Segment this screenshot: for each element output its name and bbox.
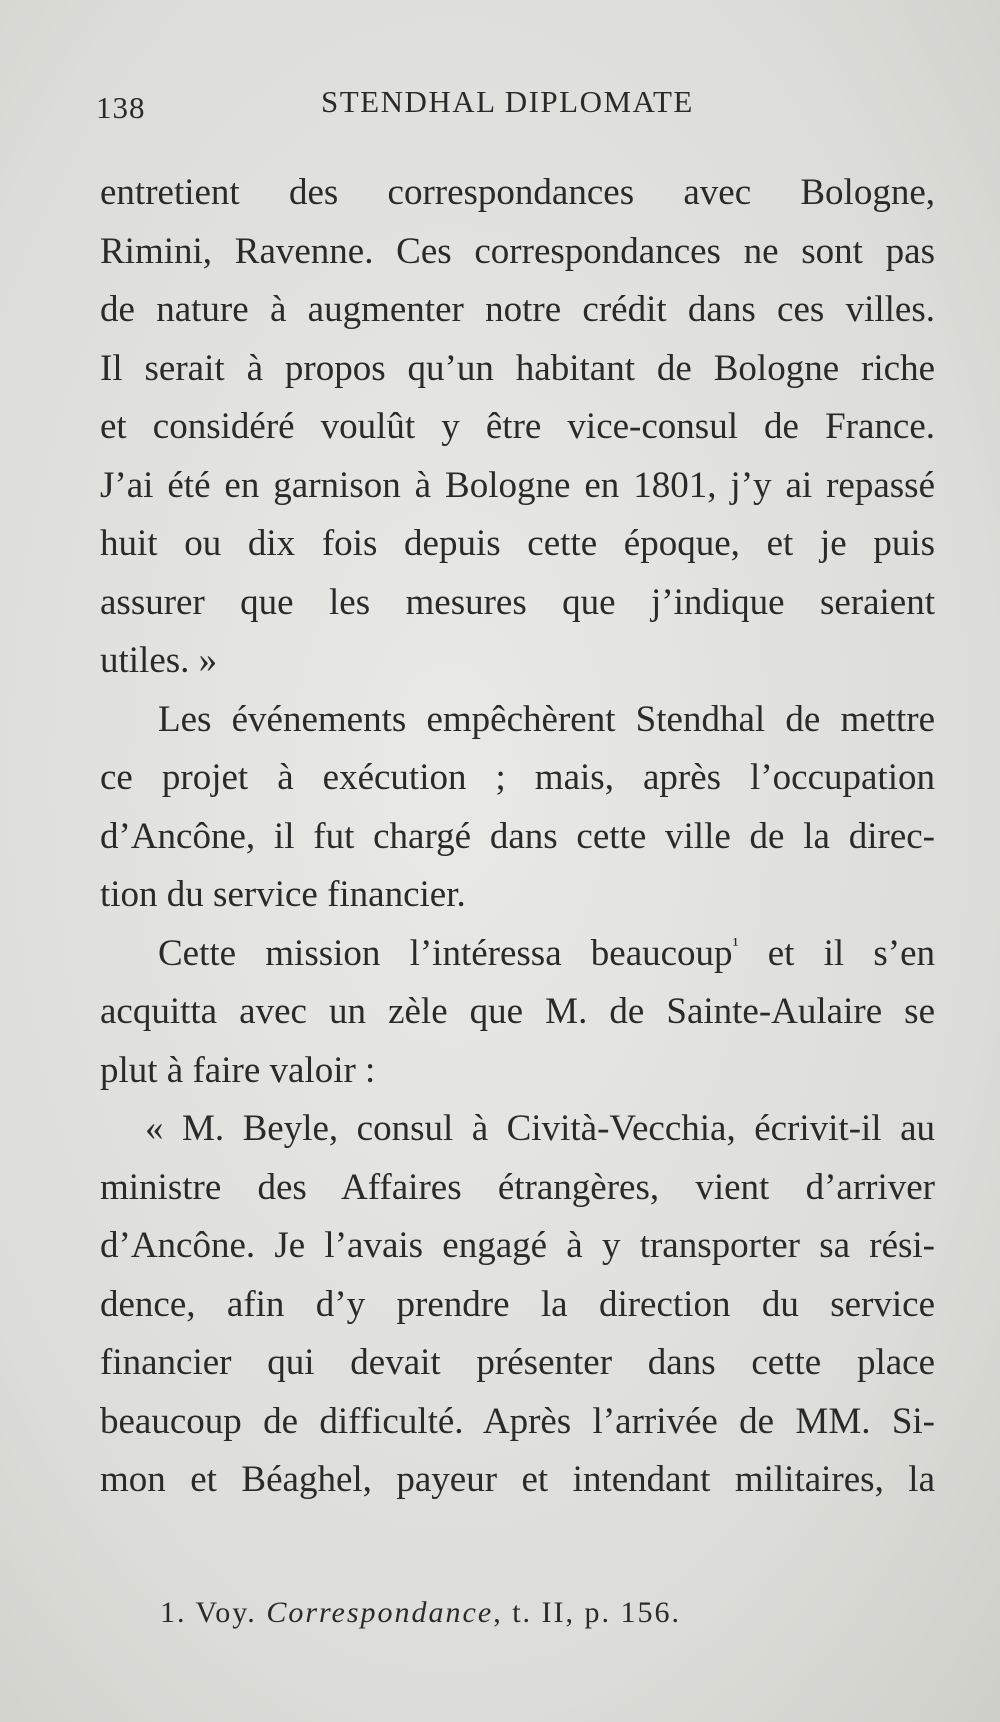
text-line: d’Ancône, il fut chargé dans cette ville de la direc- xyxy=(100,815,935,857)
footnote xyxy=(160,1596,681,1630)
text-line: tion du service financier. xyxy=(100,874,466,915)
text-line: entretient des correspondances avec Bologne, xyxy=(100,172,935,213)
text-line: de nature à augmenter notre crédit dans ces villes. xyxy=(100,289,935,330)
text-line: Il serait à propos qu’un habitant de Bologne riche xyxy=(100,347,935,389)
text-segment: Cette mission l’intéressa beaucoup xyxy=(158,932,733,974)
text-line: huit ou dix fois depuis cette époque, et je puis xyxy=(100,523,935,564)
footnote-marker: ¹ xyxy=(732,933,739,956)
text-line: acquitta avec un zèle que M. de Sainte-Aulaire se xyxy=(100,991,935,1032)
text-line: dence, afin d’y prendre la direction du service xyxy=(100,1283,935,1325)
text-line: J’ai été en garnison à Bologne en 1801, j’y ai repassé xyxy=(100,464,935,506)
text-line: et considéré voulût y être vice-consul de France. xyxy=(100,406,935,447)
text-line: mon et Béaghel, payeur et intendant militaires, la xyxy=(100,1459,935,1500)
text-line: ministre des Affaires étrangères, vient d’arriver xyxy=(100,1166,935,1208)
footnote-title: Correspondance xyxy=(266,1596,494,1629)
footnote-prefix: 1. Voy. xyxy=(160,1596,267,1629)
page-number: 138 xyxy=(96,90,146,125)
text-line: plut à faire valoir : xyxy=(100,1049,376,1091)
text-line xyxy=(100,925,935,984)
running-title: STENDHAL DIPLOMATE xyxy=(321,84,694,119)
text-line: beaucoup de difficulté. Après l’arrivée de MM. Si- xyxy=(100,1400,935,1442)
body-text xyxy=(100,164,935,1510)
text-line: d’Ancône. Je l’avais engagé à y transporter sa rési- xyxy=(100,1225,935,1266)
text-line: financier qui devait présenter dans cette place xyxy=(100,1342,935,1383)
text-line: Les événements empêchèrent Stendhal de mettre xyxy=(158,698,935,740)
text-segment: et il s’en xyxy=(738,932,935,974)
text-line: utiles. » xyxy=(100,640,218,681)
text-line: ce projet à exécution ; mais, après l’occupation xyxy=(100,757,935,798)
text-line: assurer que les mesures que j’indique seraient xyxy=(100,581,935,623)
footnote-suffix: , t. II, p. 156. xyxy=(493,1596,682,1629)
page-header xyxy=(96,84,916,128)
text-line: Rimini, Ravenne. Ces correspondances ne sont pas xyxy=(100,230,935,272)
text-line: « M. Beyle, consul à Cività-Vecchia, écrivit-il au xyxy=(145,1108,935,1149)
